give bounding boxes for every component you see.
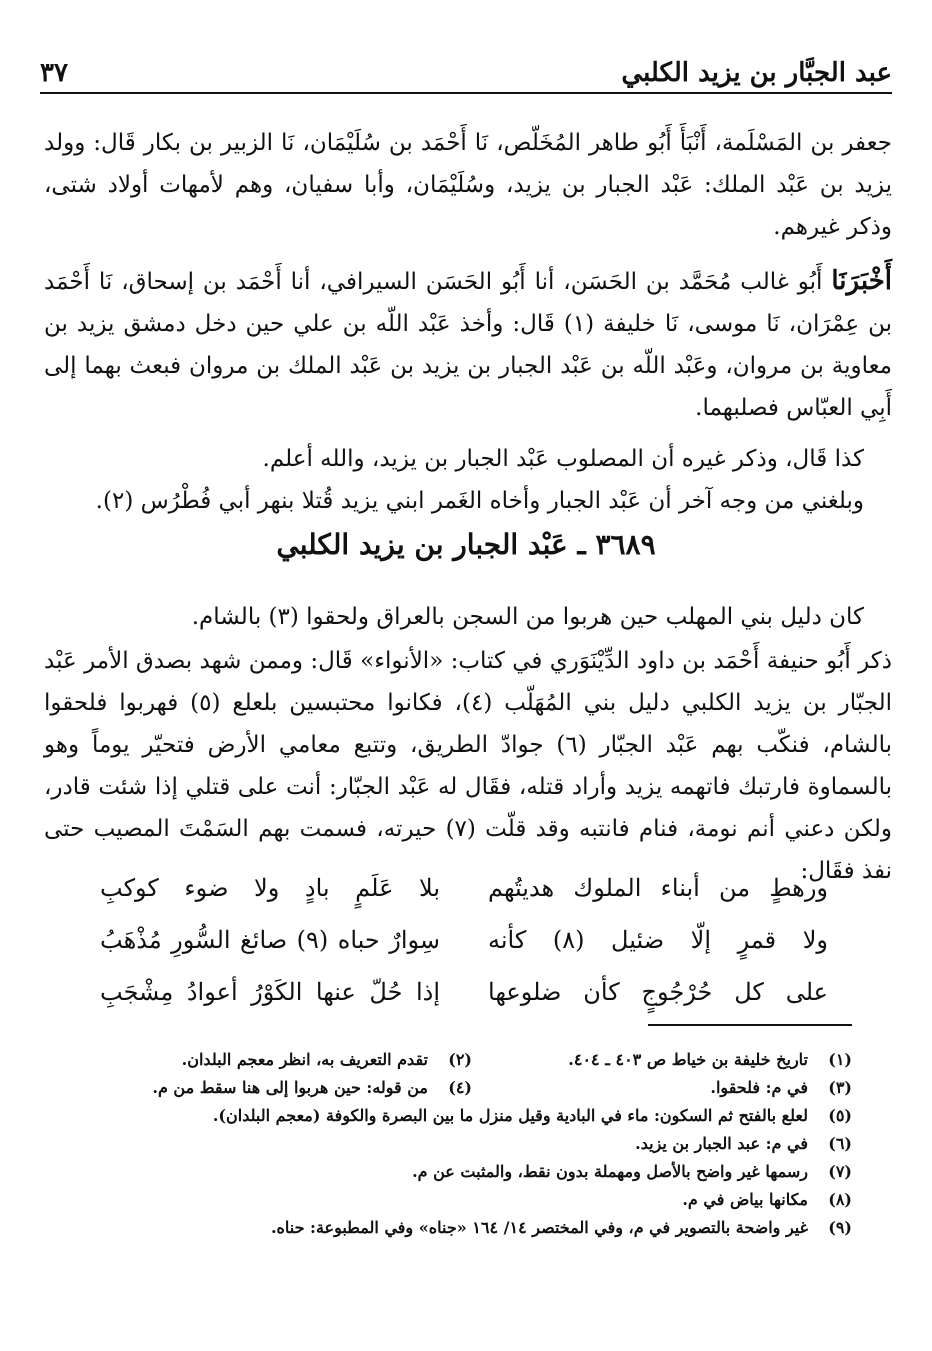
footnote-number: (٨) [828, 1190, 852, 1209]
footnote [100, 1074, 472, 1102]
paragraph-2 [44, 260, 892, 429]
paragraph-1: جعفر بن المَسْلَمة، أَنْبَأَ أَبُو طاهر المُخَلّص، نَا أَحْمَد بن سُلَيْمَان، نَا الزبير بن بكار قَال: وولد يزيد بن عَبْد الملك: عَبْد الجبار بن يزيد، وسُلَيْمَان، وأبا سفيان، وهم لأمهات أولاد شتى، وذكر غيرهم. [44, 130, 892, 240]
header-title: عبد الجبَّار بن يزيد الكلبي [621, 58, 892, 88]
footnote-text: من قوله: حين هربوا إلى هنا سقط من م. [152, 1078, 428, 1097]
verse-line [100, 862, 828, 914]
paragraph-2-lead-word: أَخْبَرَنَا [831, 266, 892, 296]
footnote-number: (٢) [448, 1050, 472, 1069]
footnote-text: مكانها بياض في م. [682, 1190, 808, 1209]
verse-second-hemistich: إذا حُلّ عنها الكَوْرُ أعوادُ مِشْجَبِ [100, 978, 440, 1006]
footnote-number: (٥) [828, 1106, 852, 1125]
footnote-text: تقدم التعريف به، انظر معجم البلدان. [181, 1050, 428, 1069]
footnote-number: (٩) [828, 1218, 852, 1237]
footnote-number: (٣) [828, 1078, 852, 1097]
footnote-text: في م: فلحقوا. [710, 1078, 808, 1097]
poem-verses [100, 862, 828, 1018]
page-number: ٣٧ [40, 58, 68, 88]
footnote [100, 1158, 852, 1186]
footnote-text: تاريخ خليفة بن خياط ص ٤٠٣ ـ ٤٠٤. [568, 1050, 808, 1069]
paragraph-5: كان دليل بني المهلب حين هربوا من السجن بالعراق ولحقوا (٣) بالشام. [191, 604, 864, 630]
verse-line [100, 914, 828, 966]
entry-heading: ٣٦٨٩ ـ عَبْد الجبار بن يزيد الكلبي [276, 528, 656, 561]
verse-second-hemistich: سِوارٌ حباه (٩) صائغ السُّورِ مُذْهَبُ [100, 926, 440, 954]
paragraph-4: وبلغني من وجه آخر أن عَبْد الجبار وأخاه الغَمر ابني يزيد قُتلا بنهر أبي فُطْرُس (٢). [95, 488, 864, 514]
footnote-number: (١) [828, 1050, 852, 1069]
verse-first-hemistich: على كل حُرْجُوجٍ كأن ضلوعها [488, 978, 828, 1006]
verse-first-hemistich: ولا قمرٍ إلّا ضئيل (٨) كأنه [488, 926, 828, 954]
footnote-row [100, 1130, 852, 1158]
footnote-text: رسمها غير واضح بالأصل ومهملة بدون نقط، والمثبت عن م. [412, 1162, 808, 1181]
footnote-separator [648, 1024, 852, 1026]
footnote-row [100, 1046, 852, 1074]
paragraph-3: كذا قَال، وذكر غيره أن المصلوب عَبْد الجبار بن يزيد، والله أعلم. [262, 446, 864, 472]
footnote-row [100, 1102, 852, 1130]
footnote-text: غير واضحة بالتصوير في م، وفي المختصر ١٤/ ١٦٤ «جناه» وفي المطبوعة: حناه. [270, 1218, 808, 1237]
footnote-row [100, 1186, 852, 1214]
footnote [100, 1102, 852, 1130]
verse-second-hemistich: بلا عَلَمٍ بادٍ ولا ضوء كوكبِ [100, 874, 440, 902]
footnote-row [100, 1214, 852, 1242]
footnote [100, 1214, 852, 1242]
footnote [100, 1130, 852, 1158]
footnote-number: (٦) [828, 1134, 852, 1153]
header-divider [40, 92, 892, 94]
footnote-text: في م: عبد الجبار بن يزيد. [635, 1134, 808, 1153]
footnote [472, 1074, 852, 1102]
paragraph-6: ذكر أَبُو حنيفة أَحْمَد بن داود الدِّيْنَوَري في كتاب: «الأنواء» قَال: وممن شهد بصدق الأمر عَبْد الجبّار بن يزيد الكلبي دليل بني المُهَلّب (٤)، فكانوا محتبسين بلعلع (٥) فهربوا فلحقوا بالشام، فنكّب بهم عَبْد الجبّار (٦) جوادّ الطريق، وتتبع معامي الأرض فتحيّر يوماً وهو بالسماوة فارتبك فاتهمه يزيد وأراد قتله، فقَال له عَبْد الجبّار: أنت على قتلي إذا شئت قادر، ولكن دعني أنم نومة، فنام فانتبه وقد قلّت (٧) حيرته، فسمت بهم السَمْتَ المصيب حتى نفذ فقَال: [44, 648, 893, 884]
footnote-number: (٤) [448, 1078, 472, 1097]
paragraph-2-text: أَبُو غالب مُحَمَّد بن الحَسَن، أنا أَبُو الحَسَن السيرافي، أنا أَحْمَد بن إسحاق، نَا أَحْمَد بن عِمْرَان، نَا موسى، نَا خليفة (١) قَال: وأخذ عَبْد اللّه بن علي حين دخل دمشق يزيد بن معاوية بن مروان، وعَبْد اللّه بن عَبْد الجبار بن يزيد بن عَبْد الملك بن مروان فبعث بهما إلى أَبِي العبّاس فصلبهما. [44, 269, 892, 421]
footnote-row [100, 1074, 852, 1102]
footnote-text: لعلع بالفتح ثم السكون: ماء في البادية وقيل منزل ما بين البصرة والكوفة (معجم البلدان). [212, 1106, 808, 1125]
verse-line [100, 966, 828, 1018]
footnote [100, 1186, 852, 1214]
footnote-row [100, 1158, 852, 1186]
footnotes [100, 1046, 852, 1242]
verse-first-hemistich: ورهطٍ من أبناء الملوك هديتُهم [488, 874, 828, 902]
footnote [100, 1046, 472, 1074]
footnote [472, 1046, 852, 1074]
footnote-number: (٧) [828, 1162, 852, 1181]
running-header [40, 48, 892, 94]
